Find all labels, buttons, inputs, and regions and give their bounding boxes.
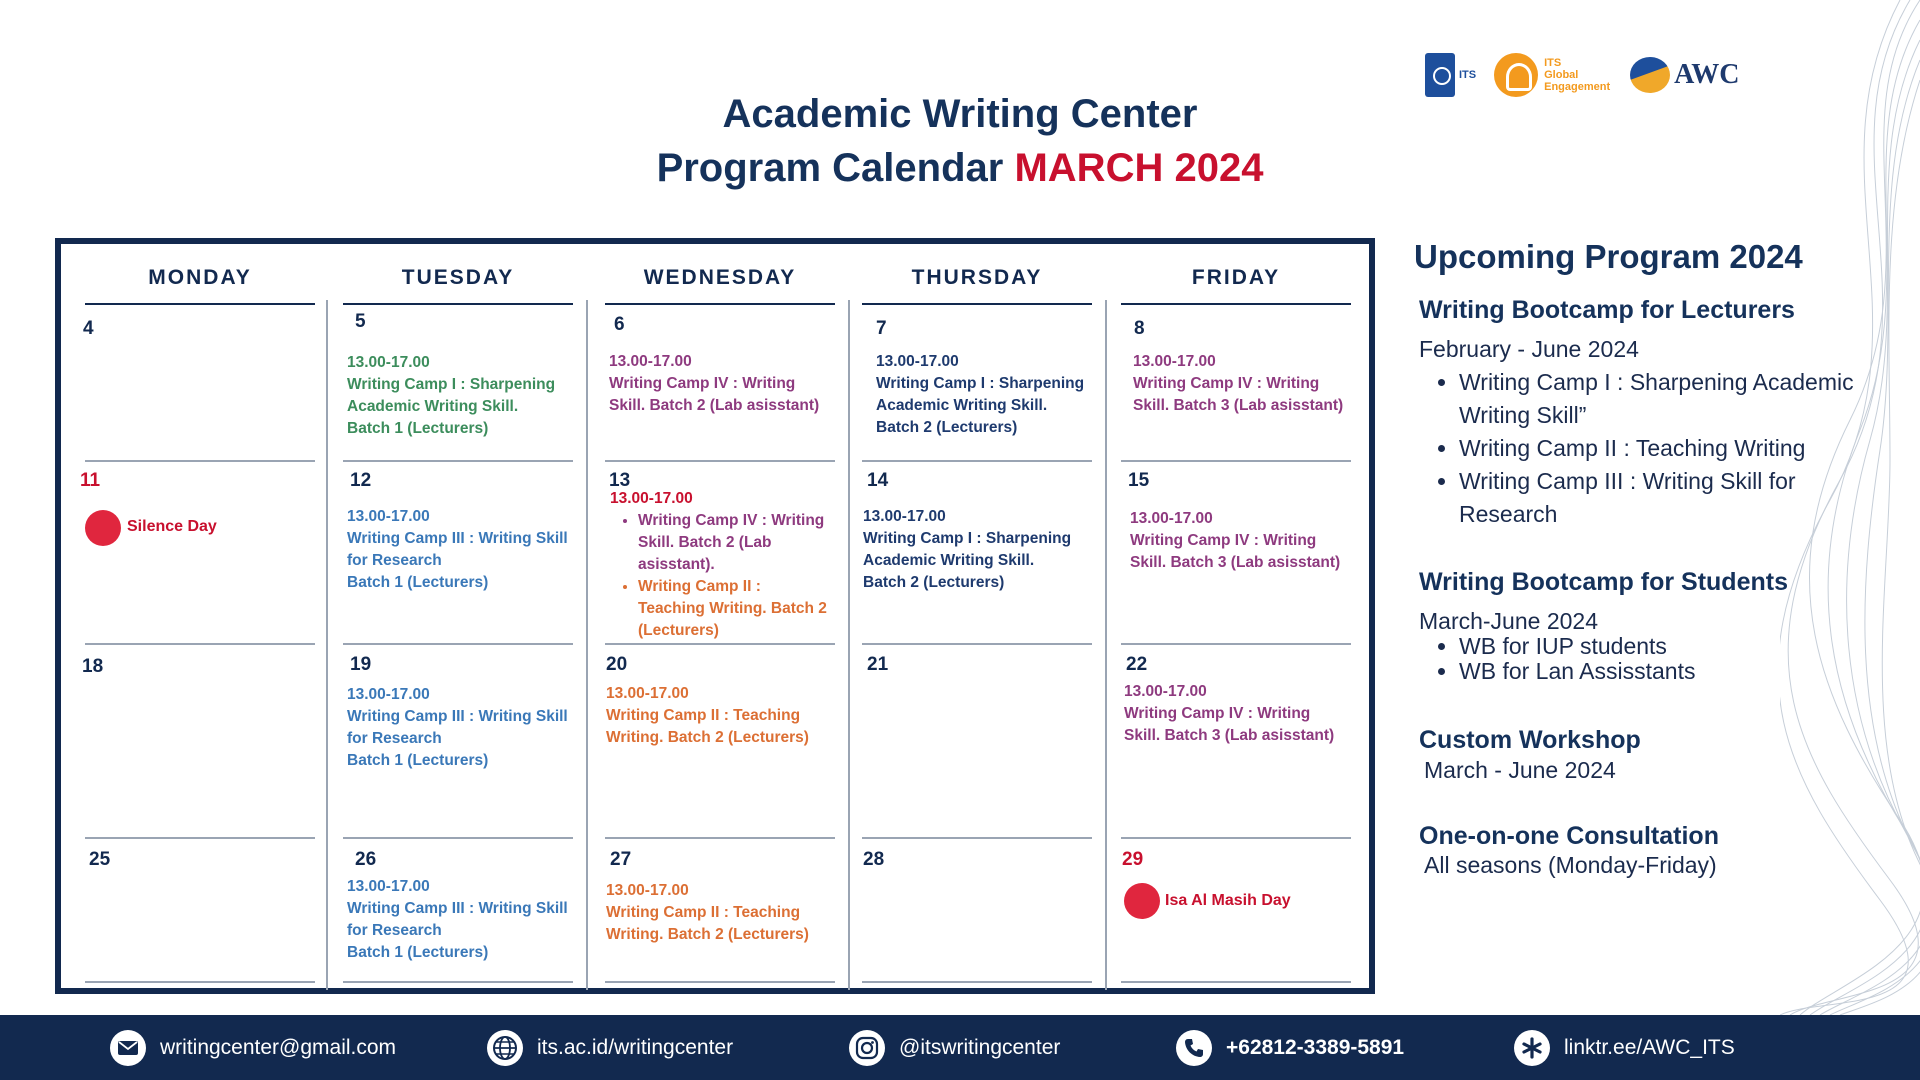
row-divider bbox=[85, 981, 315, 983]
day-header-thursday: THURSDAY bbox=[911, 266, 1043, 289]
day-header-monday: MONDAY bbox=[148, 266, 252, 289]
event-writing-camp-iv-batch3: 13.00-17.00 Writing Camp IV : Writing Skill. Batch 3 (Lab asisstant) bbox=[1130, 510, 1341, 571]
row-divider bbox=[605, 981, 835, 983]
event-list-mar-13: 13.00-17.00 • Writing Camp IV : Writing Skill. Batch 2 (Lab asisstant). • Writing Camp II : Teaching Writing. Batch 2 (Lecturers) bbox=[610, 488, 845, 642]
list-item: • WB for IUP students bbox=[1459, 634, 1920, 659]
list-item: • Writing Camp III : Writing Skill for Research bbox=[1459, 465, 1920, 531]
date-mar-20: 20 bbox=[606, 654, 628, 675]
row-divider bbox=[605, 460, 835, 462]
footer-instagram[interactable]: @itswritingcenter bbox=[849, 1029, 1060, 1067]
list-item: • Writing Camp I : Sharpening Academic Writing Skill” bbox=[1459, 366, 1920, 432]
event-writing-camp-ii-batch2: • Writing Camp II : Teaching Writing. Batch 2 (Lecturers) bbox=[638, 576, 845, 642]
event-writing-camp-iv-batch2: • Writing Camp IV : Writing Skill. Batch 2 (Lab asisstant). bbox=[638, 510, 845, 576]
row-divider bbox=[1121, 837, 1351, 839]
footer-phone[interactable]: +62812-3389-5891 bbox=[1176, 1029, 1404, 1067]
holiday-marker-icon bbox=[85, 510, 121, 546]
date-mar-22: 22 bbox=[1126, 654, 1148, 675]
holiday-marker-icon bbox=[1124, 883, 1160, 919]
date-mar-21: 21 bbox=[867, 654, 889, 675]
date-mar-25: 25 bbox=[89, 849, 111, 870]
row-divider bbox=[85, 643, 315, 645]
consultation-period: All seasons (Monday-Friday) bbox=[1424, 852, 1717, 878]
column-divider bbox=[848, 300, 850, 990]
event-writing-camp-iii-batch1: 13.00-17.00 Writing Camp III : Writing Skill for Research Batch 1 (Lecturers) bbox=[347, 878, 568, 961]
row-divider bbox=[605, 643, 835, 645]
date-mar-4: 4 bbox=[83, 318, 94, 339]
its-shield-icon bbox=[1425, 53, 1455, 97]
header-underline bbox=[343, 303, 573, 305]
date-mar-12: 12 bbox=[350, 470, 372, 491]
page-title: Academic Writing Center bbox=[722, 92, 1198, 136]
custom-workshop-heading: Custom Workshop bbox=[1419, 726, 1641, 754]
row-divider bbox=[862, 643, 1092, 645]
custom-workshop-period: March - June 2024 bbox=[1424, 757, 1616, 783]
row-divider bbox=[862, 460, 1092, 462]
row-divider bbox=[85, 837, 315, 839]
date-mar-6: 6 bbox=[614, 314, 625, 335]
page-subtitle: Program Calendar MARCH 2024 bbox=[656, 146, 1264, 190]
upcoming-title: Upcoming Program 2024 bbox=[1414, 238, 1803, 275]
header-underline bbox=[1121, 303, 1351, 305]
global-engagement-logo: ITS Global Engagement bbox=[1494, 53, 1610, 97]
row-divider bbox=[605, 837, 835, 839]
date-mar-29: 29 bbox=[1122, 849, 1144, 870]
row-divider bbox=[1121, 460, 1351, 462]
global-engagement-icon bbox=[1494, 53, 1538, 97]
column-divider bbox=[586, 300, 588, 990]
consultation-heading: One-on-one Consultation bbox=[1419, 822, 1719, 850]
instagram-icon bbox=[849, 1030, 885, 1066]
date-mar-26: 26 bbox=[355, 849, 377, 870]
event-writing-camp-ii-batch2: 13.00-17.00 Writing Camp II : Teaching Writing. Batch 2 (Lecturers) bbox=[606, 882, 809, 943]
students-bootcamp-period: March-June 2024 bbox=[1419, 608, 1598, 634]
day-header-tuesday: TUESDAY bbox=[401, 266, 515, 289]
date-mar-18: 18 bbox=[82, 656, 104, 677]
date-mar-19: 19 bbox=[350, 654, 372, 675]
event-writing-camp-iii-batch1: 13.00-17.00 Writing Camp III : Writing Skill for Research Batch 1 (Lecturers) bbox=[347, 508, 568, 591]
row-divider bbox=[343, 981, 573, 983]
its-logo: ITS bbox=[1425, 53, 1476, 97]
students-bootcamp-heading: Writing Bootcamp for Students bbox=[1419, 568, 1788, 596]
row-divider bbox=[85, 460, 315, 462]
phone-icon bbox=[1176, 1030, 1212, 1066]
row-divider bbox=[343, 460, 573, 462]
column-divider bbox=[326, 300, 328, 990]
event-writing-camp-ii-batch2: 13.00-17.00 Writing Camp II : Teaching Writing. Batch 2 (Lecturers) bbox=[606, 685, 809, 746]
row-divider bbox=[862, 837, 1092, 839]
students-bootcamp-list bbox=[1419, 634, 1920, 684]
mail-icon bbox=[110, 1030, 146, 1066]
date-mar-7: 7 bbox=[876, 318, 887, 339]
row-divider bbox=[343, 643, 573, 645]
lecturers-bootcamp-list bbox=[1419, 366, 1920, 531]
event-writing-camp-i-batch2: 13.00-17.00 Writing Camp I : Sharpening Academic Writing Skill. Batch 2 (Lecturers) bbox=[863, 508, 1072, 591]
awc-logo: AWC bbox=[1630, 57, 1739, 93]
globe-icon bbox=[487, 1030, 523, 1066]
event-writing-camp-i-batch2: 13.00-17.00 Writing Camp I : Sharpening Academic Writing Skill. Batch 2 (Lecturers) bbox=[876, 353, 1085, 436]
date-mar-13: 13 bbox=[609, 470, 631, 491]
lecturers-bootcamp-heading: Writing Bootcamp for Lecturers bbox=[1419, 296, 1795, 324]
column-divider bbox=[1105, 300, 1107, 990]
date-mar-27: 27 bbox=[610, 849, 632, 870]
footer-website[interactable]: its.ac.id/writingcenter bbox=[487, 1029, 733, 1067]
event-writing-camp-iv-batch3: 13.00-17.00 Writing Camp IV : Writing Skill. Batch 3 (Lab asisstant) bbox=[1133, 353, 1344, 414]
header-underline bbox=[605, 303, 835, 305]
holiday-isa-al-masih-day: Isa Al Masih Day bbox=[1165, 892, 1291, 909]
event-writing-camp-iii-batch1: 13.00-17.00 Writing Camp III : Writing Skill for Research Batch 1 (Lecturers) bbox=[347, 686, 568, 769]
date-mar-14: 14 bbox=[867, 470, 889, 491]
date-mar-5: 5 bbox=[355, 311, 366, 332]
row-divider bbox=[343, 837, 573, 839]
event-writing-camp-iv-batch3: 13.00-17.00 Writing Camp IV : Writing Skill. Batch 3 (Lab asisstant) bbox=[1124, 683, 1335, 744]
date-mar-8: 8 bbox=[1134, 318, 1145, 339]
contact-footer bbox=[0, 1015, 1920, 1080]
list-item: • Writing Camp II : Teaching Writing bbox=[1459, 432, 1920, 465]
date-mar-11: 11 bbox=[80, 470, 101, 491]
event-writing-camp-i-batch1: 13.00-17.00 Writing Camp I : Sharpening Academic Writing Skill. Batch 1 (Lecturers) bbox=[347, 354, 556, 437]
list-item: • WB for Lan Assisstants bbox=[1459, 659, 1920, 684]
day-header-friday: FRIDAY bbox=[1191, 266, 1281, 289]
header-underline bbox=[85, 303, 315, 305]
header-underline bbox=[862, 303, 1092, 305]
footer-linktree[interactable]: linktr.ee/AWC_ITS bbox=[1514, 1029, 1735, 1067]
linktree-icon bbox=[1514, 1030, 1550, 1066]
event-writing-camp-iv-batch2: 13.00-17.00 Writing Camp IV : Writing Skill. Batch 2 (Lab asisstant) bbox=[609, 353, 820, 414]
date-mar-15: 15 bbox=[1128, 470, 1150, 491]
holiday-silence-day: Silence Day bbox=[127, 518, 217, 535]
row-divider bbox=[862, 981, 1092, 983]
lecturers-bootcamp-period: February - June 2024 bbox=[1419, 336, 1639, 362]
footer-email[interactable]: writingcenter@gmail.com bbox=[110, 1029, 396, 1067]
awc-emblem-icon bbox=[1630, 57, 1670, 93]
row-divider bbox=[1121, 981, 1351, 983]
day-header-wednesday: WEDNESDAY bbox=[643, 266, 797, 289]
row-divider bbox=[1121, 643, 1351, 645]
date-mar-28: 28 bbox=[863, 849, 885, 870]
